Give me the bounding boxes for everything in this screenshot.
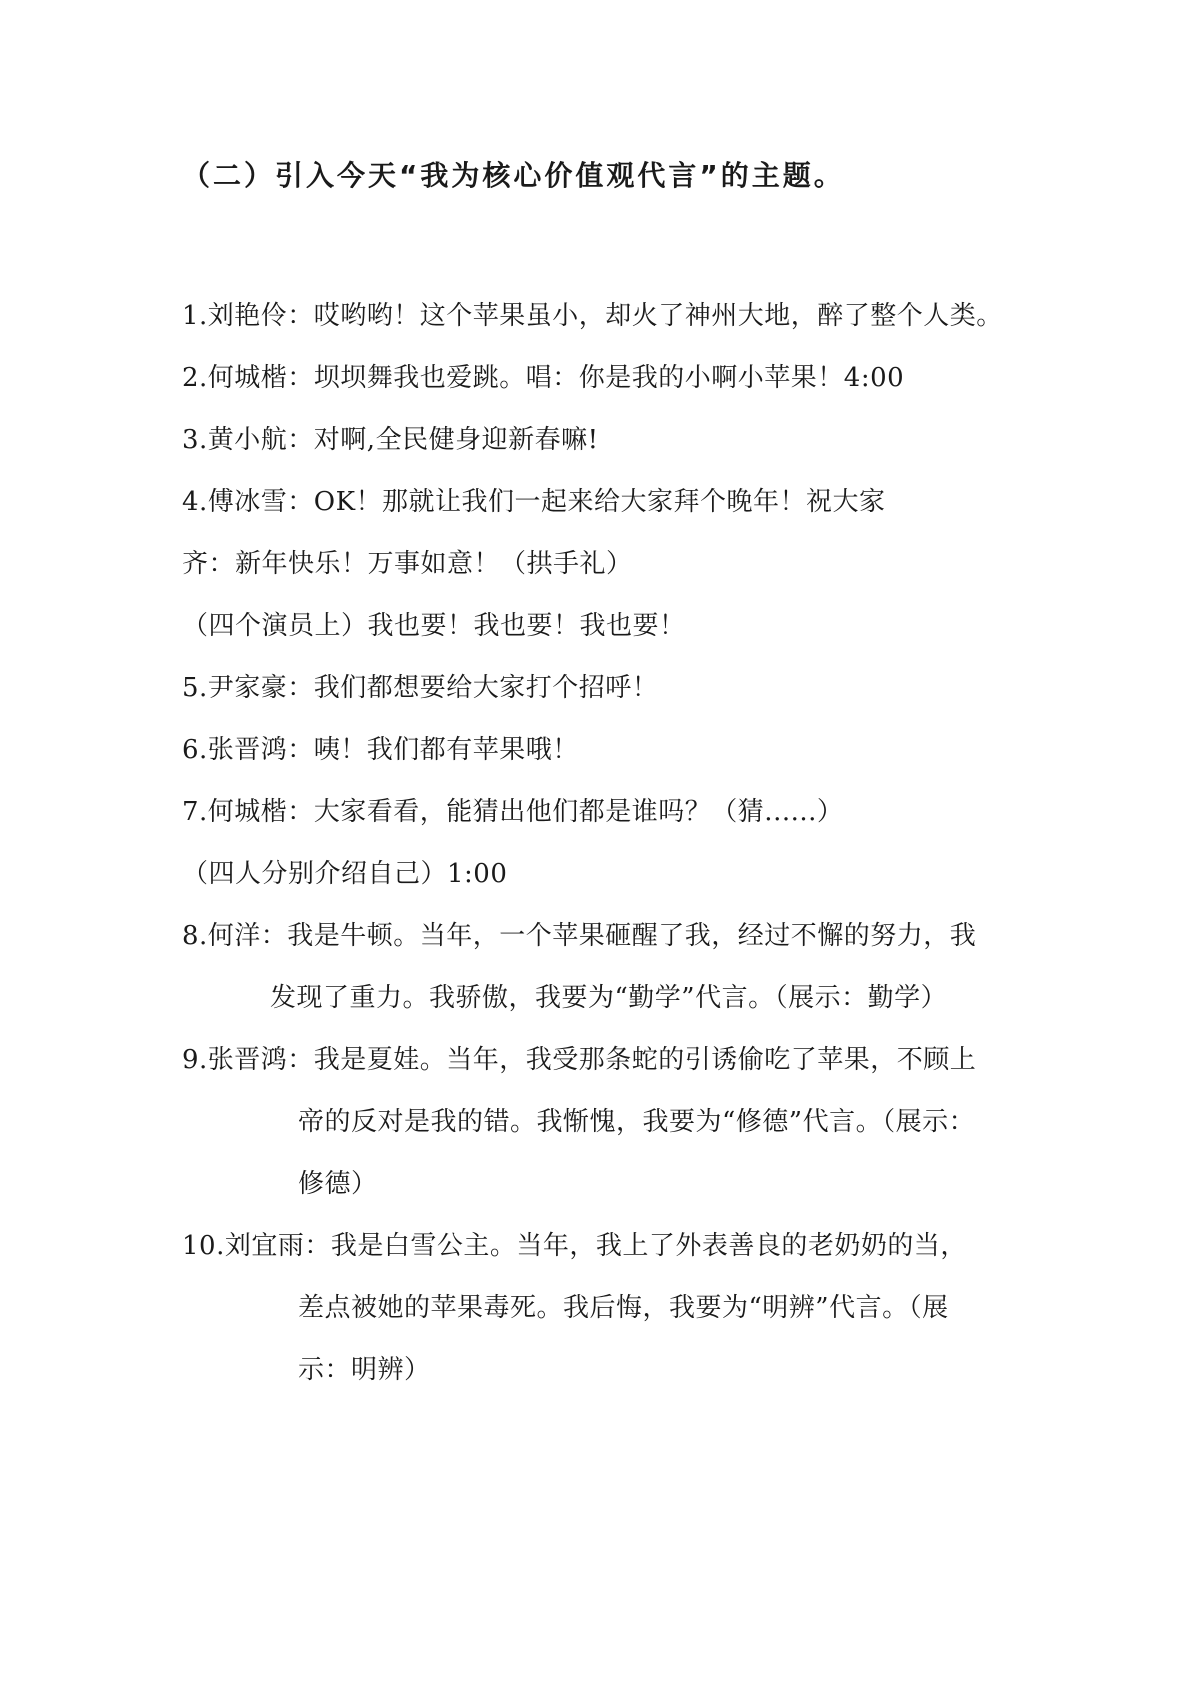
dialogue-line-9-continued-2: 修德） [298, 1169, 378, 1199]
dialogue-line-4: 4.傅冰雪：OK！那就让我们一起来给大家拜个晚年！祝大家 [182, 487, 886, 517]
dialogue-line-5: 5.尹家豪：我们都想要给大家打个招呼！ [182, 673, 659, 703]
dialogue-line-8-continued: 发现了重力。我骄傲，我要为“勤学”代言。（展示：勤学） [270, 983, 948, 1013]
dialogue-line-9-continued-1: 帝的反对是我的错。我惭愧，我要为“修德”代言。（展示： [298, 1107, 976, 1137]
dialogue-line-1: 1.刘艳伶：哎哟哟！这个苹果虽小，却火了神州大地，醉了整个人类。 [182, 301, 1003, 331]
dialogue-line-8: 8.何洋：我是牛顿。当年，一个苹果砸醒了我，经过不懈的努力，我 [182, 921, 977, 951]
dialogue-line-3: 3.黄小航：对啊,全民健身迎新春嘛! [182, 425, 599, 455]
dialogue-line-2: 2.何城楷：坝坝舞我也爱跳。唱：你是我的小啊小苹果！4:00 [182, 363, 905, 393]
dialogue-line-10-continued-2: 示：明辨） [298, 1355, 431, 1385]
dialogue-line-10: 10.刘宜雨：我是白雪公主。当年，我上了外表善良的老奶奶的当， [182, 1231, 967, 1261]
section-heading: （二）引入今天“我为核心价值观代言”的主题。 [182, 159, 845, 192]
stage-direction-actors-enter: （四个演员上）我也要！我也要！我也要！ [182, 611, 686, 641]
dialogue-line-7: 7.何城楷：大家看看，能猜出他们都是谁吗？（猜......） [182, 797, 844, 827]
dialogue-line-chorus: 齐：新年快乐！万事如意！（拱手礼） [182, 549, 633, 579]
script-dialogue [182, 285, 1032, 1401]
dialogue-line-9: 9.张晋鸿：我是夏娃。当年，我受那条蛇的引诱偷吃了苹果，不顾上 [182, 1045, 977, 1075]
stage-direction-introductions: （四人分别介绍自己）1:00 [182, 859, 508, 889]
dialogue-line-10-continued-1: 差点被她的苹果毒死。我后悔，我要为“明辨”代言。（展 [298, 1293, 949, 1323]
dialogue-line-6: 6.张晋鸿：咦！我们都有苹果哦！ [182, 735, 579, 765]
